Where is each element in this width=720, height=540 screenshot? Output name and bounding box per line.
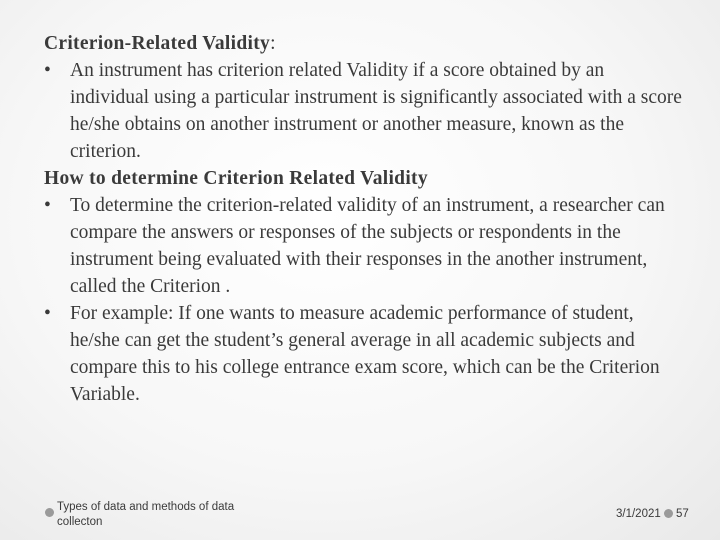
slide-footer: [0, 496, 720, 536]
bullet-icon: •: [44, 303, 51, 324]
heading-text: How to determine Criterion Related Validity: [44, 168, 428, 189]
section-heading-criterion-related-validity: [44, 30, 684, 57]
bullet-icon: •: [44, 195, 51, 216]
page-number: 57: [676, 508, 689, 520]
footer-dot-icon: [664, 509, 673, 518]
slide-content: [44, 30, 684, 408]
section-heading-how-to-determine: [44, 165, 684, 192]
bullet-text: For example: If one wants to measure academic performance of student, he/she can get the student’s general average in all academic subjects and compare this to his college entrance exam score, which can be the Criterion Variable.: [70, 303, 660, 405]
footer-dot-icon: [45, 508, 54, 517]
bullet-icon: •: [44, 60, 51, 81]
bullet-item: [44, 57, 684, 165]
bullet-text: To determine the criterion-related validity of an instrument, a researcher can compare the answers or responses of the subjects or respondents in the instrument being evaluated with their responses in the another instrument, called the Criterion .: [70, 195, 665, 297]
heading-text: Criterion-Related Validity: [44, 33, 271, 54]
bullet-text: An instrument has criterion related Validity if a score obtained by an individual using a particular instrument is significantly associated with a score he/she obtains on another instrument or another measure, known as the criterion.: [70, 60, 682, 162]
footer-date: 3/1/2021: [616, 508, 661, 520]
bullet-item: [44, 300, 684, 408]
footer-title: Types of data and methods of data collecton: [57, 501, 235, 528]
heading-colon: :: [270, 33, 276, 54]
bullet-item: [44, 192, 684, 300]
